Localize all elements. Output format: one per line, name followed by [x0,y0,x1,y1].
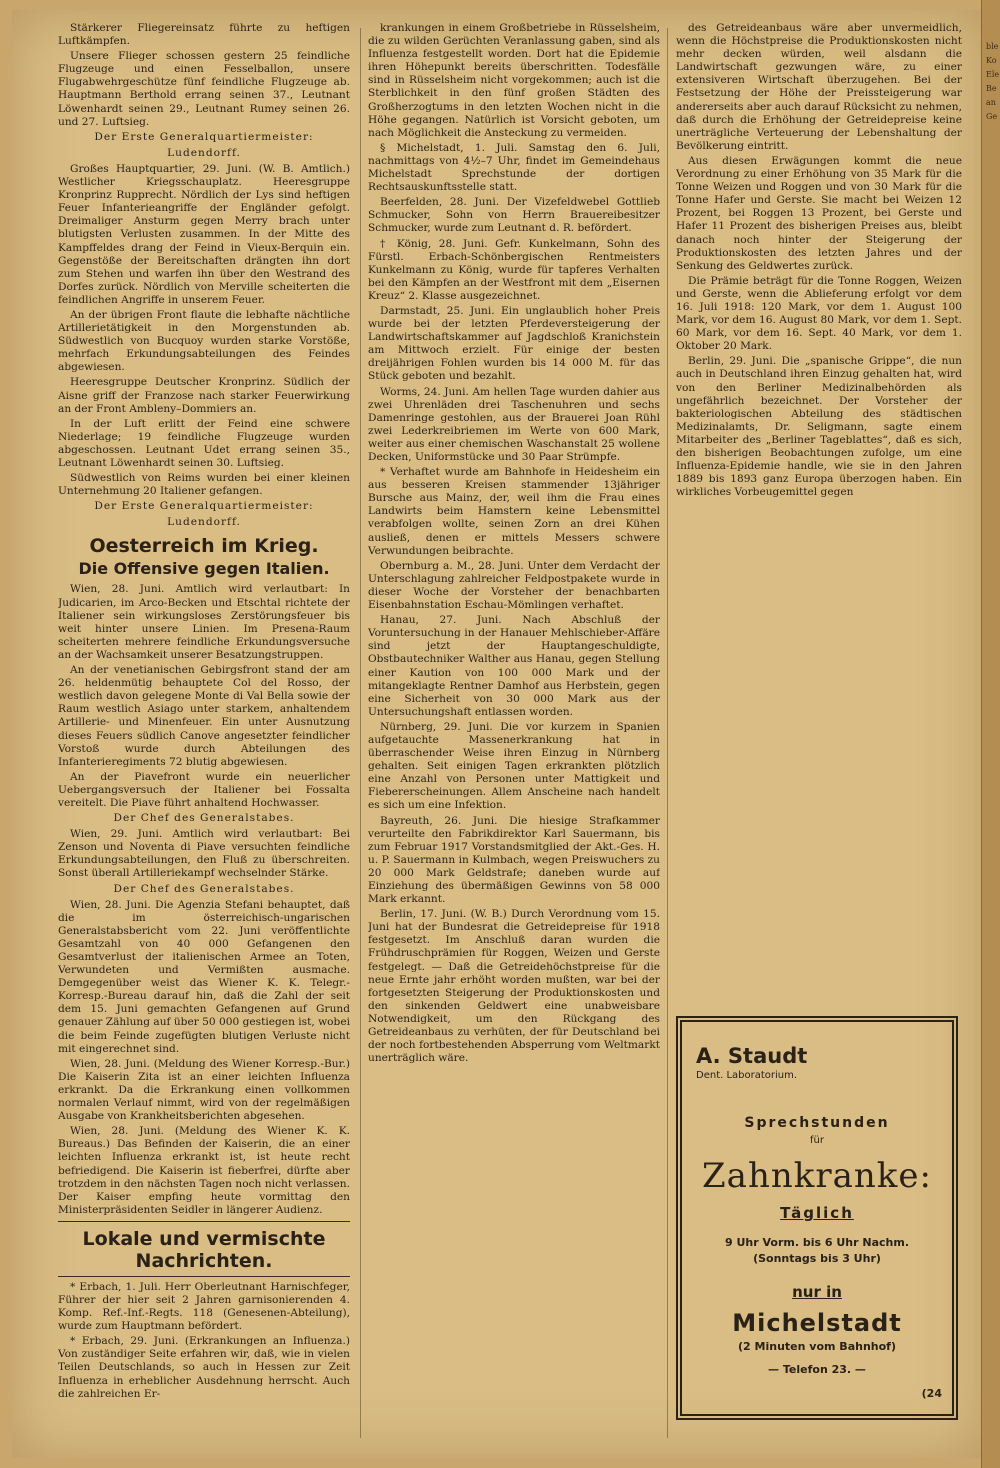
adjacent-page-text: ble Ko Ele Be an Ge [986,42,1000,121]
article-paragraph: An der Piavefront wurde ein neuerlicher Uebergangsversuch der Italiener bei Fossalta vereitelt. Die Piave führt anhaltend Hochwasser. [58,770,350,809]
article-paragraph: Wien, 29. Juni. Amtlich wird verlautbart: Bei Zenson und Noventa di Piave versuchten feindliche Erkundungsabteilungen, den Fluß zu überschreiten. Sonst überall Artilleriekampf wechselnder Stärke. [58,828,350,880]
ad-hours: 9 Uhr Vorm. bis 6 Uhr Nachm. [724,1236,909,1249]
ad-code: (24 [921,1387,942,1400]
signature-name: Ludendorff. [167,516,241,529]
column-2 [368,22,660,1442]
ad-firm-name: A. Staudt [696,1044,808,1068]
article-paragraph: Großes Hauptquartier, 29. Juni. (W. B. Amtlich.) Westlicher Kriegsschauplatz. Heeresgruppe Kronprinz Rupprecht. Nördlich der Lys sind heftigen Feuer Infanterieangriffe der Engländer gefolgt. Dreimaliger Ansturm gegen Merry brach unter blutigsten Verlusten zusammen. In der Mitte des Kampffeldes drang der Feind in Vieux-Berquin ein. Gegenstöße der Bereitschaften drängten ihn dort zum Stehen und warfen ihn über den Westrand des Dorfes zurück. Nördlich von Merville scheiterten die feindlichen Angriffe in unserem Feuer. [58,162,350,306]
article-paragraph: krankungen in einem Großbetriebe in Rüsselsheim, die zu wilden Gerüchten Veranlassung gaben, sind als Influenza festgestellt worden. Dort hat die Epidemie ihren Höhepunkt bereits überschritten. Todesfälle sind in Rüsselsheim nicht vorgekommen; auch ist die Sterblichkeit in den fünf großen Städten des Großherzogtums in den letzten Wochen nicht in die Höhe gegangen. Natürlich ist Vorsicht geboten, um nach Möglichkeit die Ansteckung zu vermeiden. [368,22,660,139]
article-paragraph: Heeresgruppe Deutscher Kronprinz. Südlich der Aisne griff der Franzose nach starker Feuerwirkung an der Front Ambleny–Dommiers an. [58,376,350,415]
article-paragraph: Nürnberg, 29. Juni. Die vor kurzem in Spanien aufgetauchte Massenerkrankung hat in überraschender Weise ihren Einzug in Nürnberg gehalten. Seit einigen Tagen erkrankten plötzlich eine Anzahl von Personen unter Mattigkeit und Fiebererscheinungen. Allem Anscheine nach handelt es sich um eine Infektion. [368,720,660,812]
article-paragraph: Obernburg a. M., 28. Juni. Unter dem Verdacht der Unterschlagung zahlreicher Feldpostpakete wurde in dieser Woche der Vorsteher der benachbarten Eisenbahnstation Eschau-Mömlingen verhaftet. [368,559,660,612]
ad-label: Sprechstunden [744,1115,890,1131]
article-paragraph: * Verhaftet wurde am Bahnhofe in Heidesheim ein aus besseren Kreisen stammender 13jähriger Bursche aus Mainz, der, weil ihm die Frau eines Landwirts beim Hamstern keine Lebensmittel verabfolgen wollte, seinen Zorn an drei Kühen ausließ, denen er mittels Messers schwere Verwundungen beibrachte. [368,466,660,557]
ad-hours-sunday: (Sonntags bis 3 Uhr) [753,1252,881,1265]
article-paragraph: † König, 28. Juni. Gefr. Kunkelmann, Sohn des Fürstl. Erbach-Schönbergischen Rentmeisters Kunkelmann zu König, wurde für tapferes Verhalten bei den Kämpfen an der Westfront mit dem „Eisernen Kreuz“ 2. Klasse ausgezeichnet. [368,237,660,302]
article-paragraph: Aus diesen Erwägungen kommt die neue Verordnung zu einer Erhöhung von 35 Mark für die Tonne Weizen und Roggen und von 30 Mark für die Tonne Hafer und Gerste. Sie macht bei Weizen 12 Prozent, bei Roggen 13 Prozent, bei Gerste und Hafer 11 Prozent des bisherigen Preises aus, bleibt danach noch hinter der Steigerung der Produktionskosten des letzten Jahres und der Senkung des Geldwertes zurück. [676,154,962,272]
article-paragraph: Berlin, 29. Juni. Die „spanische Grippe“, die nun auch in Deutschland ihren Einzug gehalten hat, wird von den Berliner Medizinalbehörden als ungefährlich bezeichnet. Der Vorsteher der bakteriologischen Abteilung des städtischen Medizinalamts, Dr. Seligmann, sagte einem Mitarbeiter des „Berliner Tageblattes“, daß es sich, den bisherigen Beobachtungen zufolge, um eine Influenza-Epidemie handle, wie sie in den Jahren 1889 bis 1893 ganz Europa überzogen haben. Ein wirkliches Vorbeugemittel gegen [676,355,962,499]
article-paragraph: Südwestlich von Reims wurden bei einer kleinen Unternehmung 20 Italiener gefangen. [58,472,350,498]
article-paragraph: des Getreideanbaus wäre aber unvermeidlich, wenn die Höchstpreise die Produktionskosten nicht mehr decken würden, weil alsdann die Landwirtschaft gezwungen wäre, zu einer extensiveren Wirtschaft überzugehen. Bei der Festsetzung der Höhe der Preissteigerung war andererseits aber auch darauf Rücksicht zu nehmen, daß durch die Erhöhung der Getreidepreise keine unerträgliche Verteuerung der Lebenshaltung der Bevölkerung eintritt. [676,22,962,152]
ad-firm-subtitle: Dent. Laboratorium. [696,1070,798,1081]
signature-title: Der Erste Generalquartiermeister: [94,500,314,513]
article-paragraph: § Michelstadt, 1. Juli. Samstag den 6. Juli, nachmittags von 4½–7 Uhr, findet im Gemeindehaus Michelstadt Sprechstunde der dortigen Rechtsauskunftsstelle statt. [368,141,660,194]
article-paragraph: Wien, 28. Juni. Amtlich wird verlautbart: In Judicarien, im Arco-Becken und Etschtal richtete der Italiener sein wirkungsloses Zerstörungsfeuer bis weit hinter unsere Linien. Im Presena-Raum scheiterten mehrere feindliche Erkundungsversuche an der Wachsamkeit unserer Besatzungstruppen. [58,583,350,661]
ad-phone: — Telefon 23. — [768,1363,866,1376]
section-heading-austria: Oesterreich im Krieg. [89,535,319,558]
article-paragraph: Wien, 28. Juni. (Meldung des Wiener Korresp.-Bur.) Die Kaiserin Zita ist an einer leichten Influenza erkrankt. Da die Erkrankung einen vollkommen normalen Verlauf nimmt, wird von der regelmäßigen Ausgabe von Krankheitsberichten abgesehen. [58,1057,350,1123]
article-paragraph: Worms, 24. Juni. Am hellen Tage wurden dahier aus zwei Uhrenläden drei Taschenuhren und sechs Damenringe gestohlen, aus der Brauerei Joan Rühl zwei Lederkreibriemen im Werte von 600 Mark, weiter aus einer chemischen Waschanstalt 25 wollene Decken, Uniformstücke und 30 Paar Strümpfe. [368,385,660,463]
article-paragraph: Die Prämie beträgt für die Tonne Roggen, Weizen und Gerste, wenn die Ablieferung erfolgt vor dem 16. Juli 1918: 120 Mark, vor dem 1. August 100 Mark, vor dem 16. August 80 Mark, vor dem 1. Sept. 60 Mark, vor dem 16. Sept. 40 Mark, vor dem 1. Oktober 20 Mark. [676,274,962,353]
article-paragraph: An der übrigen Front flaute die lebhafte nächtliche Artillerietätigkeit in den Morgenstunden ab. Südwestlich von Bucquoy wurden starke Vorstöße, mehrfach Erkundungsabteilungen des Feindes abgewiesen. [58,308,350,374]
ad-daily: Täglich [780,1204,854,1222]
article-paragraph: * Erbach, 1. Juli. Herr Oberleutnant Harnischfeger, Führer der hier seit 2 Jahren garnisonierenden 4. Komp. Ref.-Inf.-Regts. 118 (Genesenen-Abteilung), wurde zum Hauptmann befördert. [58,1280,350,1333]
article-paragraph: In der Luft erlitt der Feind eine schwere Niederlage; 19 feindliche Flugzeuge wurden abgeschossen. Leutnant Udet errang seinen 35., Leutnant Löwenhardt seinen 30. Luftsieg. [58,417,350,469]
signature-name: Ludendorff. [167,146,241,159]
signature-title: Der Chef des Generalstabes. [113,812,295,825]
article-paragraph: Hanau, 27. Juni. Nach Abschluß der Voruntersuchung in der Hanauer Mehlschieber-Affäre sind jetzt der Hauptangeschuldigte, Obstbautechniker Walther aus Hanau, gegen Stellung einer Kaution von 100 000 Mark und der mitangeklagte Rentner Damhof aus Herbstein, gegen eine Sicherheit von 30 000 Mark aus der Untersuchungshaft entlassen worden. [368,614,660,718]
article-paragraph: Stärkerer Fliegereinsatz führte zu heftigen Luftkämpfen. [58,22,350,48]
signature-title: Der Chef des Generalstabes. [113,882,295,895]
section-heading-local: Lokale und vermischte Nachrichten. [82,1227,326,1272]
divider [58,1276,350,1277]
ad-only-in: nur in [792,1283,842,1301]
article-paragraph: * Erbach, 29. Juni. (Erkrankungen an Influenza.) Von zuständiger Seite erfahren wir, daß, wie in vielen Teilen Deutschlands, so auch in Hessen zur Zeit Influenza in erheblicher Ausdehnung herrscht. Auch die zahlreichen Er- [58,1335,350,1400]
ad-for: für [810,1135,824,1146]
column-rule-1 [360,28,361,1438]
ad-town-subtitle: (2 Minuten vom Bahnhof) [738,1340,896,1353]
article-paragraph: Darmstadt, 25. Juni. Ein unglaublich hoher Preis wurde bei der letzten Pferdeversteigerung der Landwirtschaftskammer auf Jagdschloß Kranichstein am Mittwoch erzielt. Für einige der besten dreijährigen Fohlen wurden bis 14 000 M. für das Stück geboten und bezahlt. [368,304,660,383]
column-rule-2 [667,28,668,1438]
dentist-advertisement [676,1016,958,1420]
column-1 [58,22,350,1442]
article-paragraph: Beerfelden, 28. Juni. Der Vizefeldwebel Gottlieb Schmucker, Sohn von Herrn Brauereibesitzer Schmucker, wurde zum Leutnant d. R. befördert. [368,196,660,235]
section-subheading-offensive: Die Offensive gegen Italien. [78,559,330,579]
article-paragraph: Wien, 28. Juni. Die Agenzia Stefani behauptet, daß die im österreichisch-ungarischen Generalstabsbericht vom 22. Juni veröffentlichte Gesamtzahl von 40 000 Gefangenen den Gesamtverlust der italienischen Armee an Toten, Verwundeten und Vermißten ausmache. Demgegenüber weist das Wiener K. K. Telegr.-Korresp.-Bureau darauf hin, daß die Zahl der seit dem 15. Juni gemachten Gefangenen auf Grund genauer Zählung auf über 50 000 gestiegen ist, wobei die beim Feinde zugefügten blutigen Verluste nicht mit eingerechnet sind. [58,898,350,1055]
article-paragraph: Berlin, 17. Juni. (W. B.) Durch Verordnung vom 15. Juni hat der Bundesrat die Getreidepreise für 1918 festgesetzt. Im Anschluß daran wurden die Frühdruschprämien für Roggen, Weizen und Gerste festgelegt. — Daß die Getreidehöchstpreise für die neue Ernte jahr erhöht worden mußten, war bei der fortgesetzten Steigerung der Produktionskosten und den sinkenden Geldwert eine unabweisbare Notwendigkeit, um den Rückgang des Getreideanbaus zu verhüten, der für Deutschland bei der noch fortbestehenden Absperrung vom Weltmarkt unerträglich wäre. [368,908,660,1065]
ad-headline: Zahnkranke: [702,1156,932,1196]
article-paragraph: An der venetianischen Gebirgsfront stand der am 26. heldenmütig behauptete Col del Rosso, der westlich davon gelegene Monte di Val Bella sowie der Raum westlich Asiago unter starkem, anhaltendem Artillerie- und Minenfeuer. Ein unter Ausnutzung dieses Feuers südlich Canove angesetzter feindlicher Vorstoß wurde durch Abteilungen des Infanterieregiments 72 blutig abgewiesen. [58,664,350,768]
article-paragraph: Bayreuth, 26. Juni. Die hiesige Strafkammer verurteilte den Fabrikdirektor Karl Sauermann, bis zum Februar 1917 Vorstandsmitglied der Akt.-Ges. H. u. P. Sauermann in Kulmbach, wegen Preiswuchers zu 20 000 Mark Geldstrafe; daneben wurde auf Einziehung des übermäßigen Gewinns von 58 000 Mark erkannt. [368,814,660,906]
signature-title: Der Erste Generalquartiermeister: [94,130,314,143]
column-3 [676,22,962,1002]
ad-town: Michelstadt [732,1309,902,1337]
divider [58,1221,350,1222]
article-paragraph: Wien, 28. Juni. (Meldung des Wiener K. K. Bureaus.) Das Befinden der Kaiserin, die an einer leichten Influenza erkrankt ist, ist heute recht befriedigend. Die Kaiserin ist fieberfrei, dürfte aber trotzdem in den nächsten Tagen noch nicht verlassen. Der Kaiser empfing heute vormittag den Ministerpräsidenten Seidler in längerer Audienz. [58,1125,350,1216]
article-paragraph: Unsere Flieger schossen gestern 25 feindliche Flugzeuge und einen Fesselballon, unsere Flugabwehrgeschütze fünf feindliche Flugzeuge ab. Hauptmann Berthold errang seinen 37., Leutnant Löwenhardt seinen 29., Leutnant Rumey seinen 26. und 27. Luftsieg. [58,50,350,128]
